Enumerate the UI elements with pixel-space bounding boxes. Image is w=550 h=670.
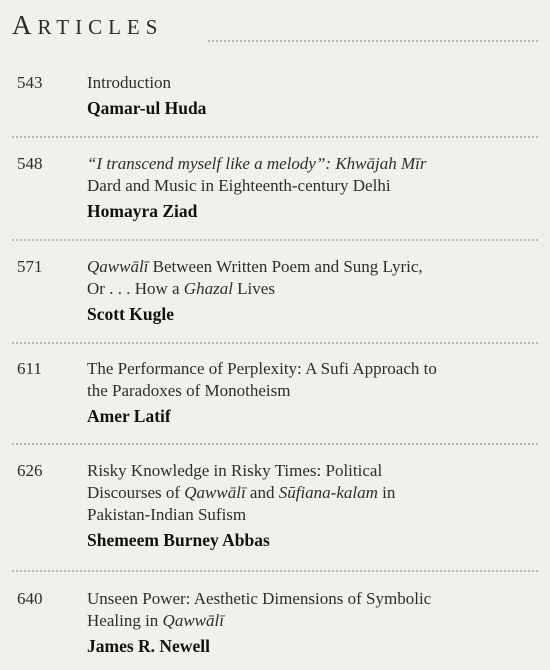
article-author: Scott Kugle	[87, 304, 175, 324]
entry-divider	[12, 136, 538, 138]
header-dotted-rule	[208, 40, 538, 42]
entry-divider	[12, 342, 538, 344]
article-title-line: Dard and Music in Eighteenth-century Delhi	[87, 176, 391, 195]
article-body	[87, 256, 542, 326]
article-title-line: the Paradoxes of Monotheism	[87, 381, 291, 400]
article-page-number: 640	[17, 589, 43, 608]
article-title-line: Discourses of Qawwālī and Sūfiana-kalam in	[87, 483, 396, 502]
article-body	[87, 358, 542, 428]
entry-divider	[12, 239, 538, 241]
article-page-number: 611	[17, 359, 42, 378]
entry-divider	[12, 570, 538, 572]
article-body	[87, 588, 542, 658]
article-title	[87, 588, 542, 632]
article-title-quote: “I transcend myself like a melody”: Khwājah Mīr	[87, 154, 427, 173]
article-body	[87, 72, 542, 120]
article-title	[87, 72, 542, 94]
article-body	[87, 153, 542, 223]
section-title-initial: A	[12, 10, 38, 40]
section-header	[12, 4, 538, 44]
section-title-rest: RTICLES	[37, 15, 164, 39]
article-author: Qamar-ul Huda	[87, 98, 207, 118]
article-page-number: 543	[17, 73, 43, 92]
article-author: Amer Latif	[87, 406, 171, 426]
section-title	[12, 10, 163, 41]
article-title	[87, 256, 542, 300]
article-title-line: The Performance of Perplexity: A Sufi Approach to	[87, 359, 437, 378]
article-title-line: Qawwālī Between Written Poem and Sung Lyric,	[87, 257, 423, 276]
article-title-line: Healing in Qawwālī	[87, 611, 224, 630]
article-body	[87, 460, 542, 552]
article-title-line: Unseen Power: Aesthetic Dimensions of Symbolic	[87, 589, 432, 608]
article-author: Shemeem Burney Abbas	[87, 530, 270, 550]
article-title	[87, 153, 542, 197]
article-title-line: Risky Knowledge in Risky Times: Political	[87, 461, 383, 480]
article-title-line: Or . . . How a Ghazal Lives	[87, 279, 275, 298]
article-page-number: 626	[17, 461, 43, 480]
article-page-number: 548	[17, 154, 43, 173]
article-author: Homayra Ziad	[87, 201, 198, 221]
article-title	[87, 358, 542, 402]
article-title-line: Introduction	[87, 73, 172, 92]
article-title-line: Pakistan-Indian Sufism	[87, 505, 247, 524]
entry-divider	[12, 443, 538, 445]
article-page-number: 571	[17, 257, 43, 276]
article-author: James R. Newell	[87, 636, 210, 656]
article-title-line	[87, 153, 542, 175]
article-title	[87, 460, 542, 526]
